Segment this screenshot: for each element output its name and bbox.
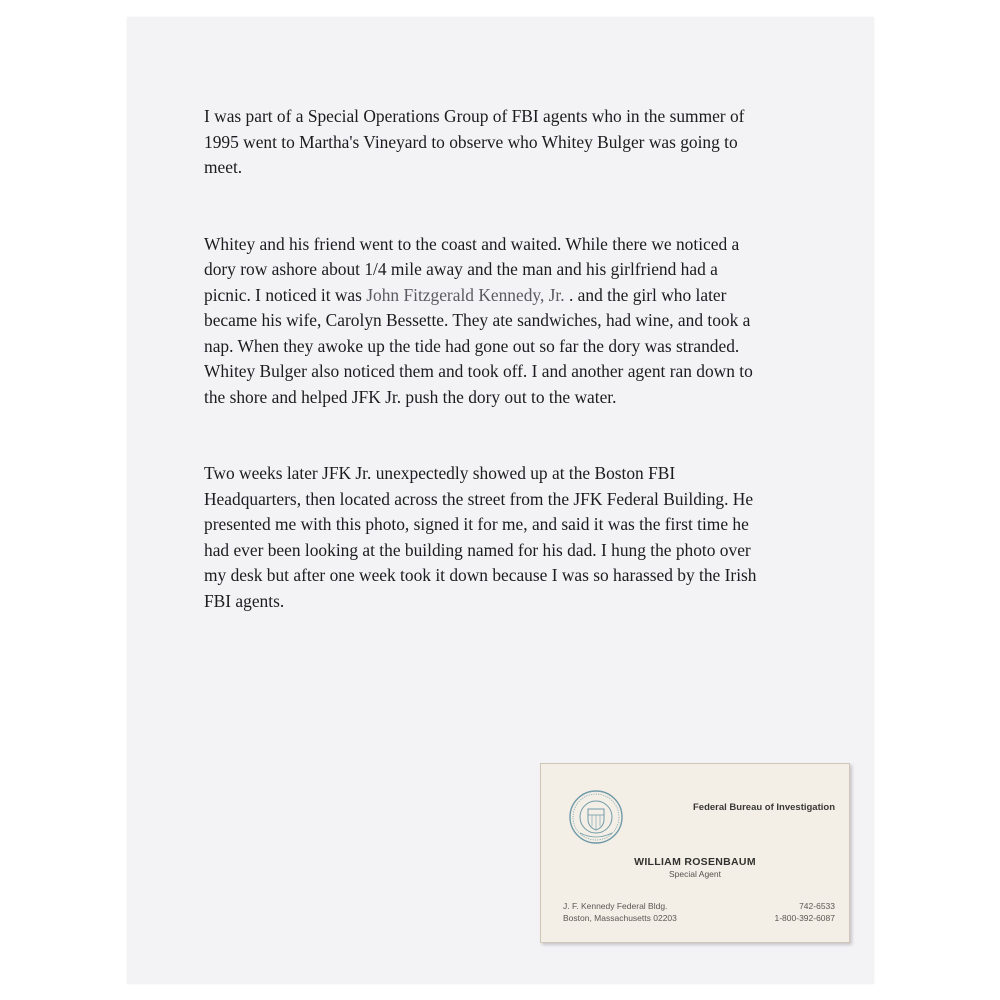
letter-page bbox=[127, 17, 874, 984]
card-agency: Federal Bureau of Investigation bbox=[693, 802, 835, 813]
card-name: WILLIAM ROSENBAUM bbox=[634, 856, 756, 868]
paragraph-2-part-a: Whitey and his friend went to the coast and waited. While there we noticed a dory row ashore about 1/4 mile away and the man and his girlfriend had a picnic. I noticed it was bbox=[204, 233, 740, 305]
paragraph-1: I was part of a Special Operations Group of FBI agents who in the summer of 1995 went to Martha's Vineyard to observe who Whitey Bulger was going to meet. bbox=[204, 106, 745, 177]
paragraph-2 bbox=[204, 232, 764, 411]
fbi-seal-icon bbox=[568, 789, 624, 845]
letter-body bbox=[204, 104, 764, 614]
business-card bbox=[540, 763, 850, 943]
paragraph-3: Two weeks later JFK Jr. unexpectedly showed up at the Boston FBI Headquarters, then located across the street from the JFK Federal Building. He presented me with this photo, signed it for me, and said it was the first time he had ever been looking at the building named for his dad. I hung the photo over my desk but after one week took it down because I was so harassed by the Irish FBI agents. bbox=[204, 463, 757, 611]
card-phone-1: 742-6533 bbox=[799, 901, 835, 911]
card-title: Special Agent bbox=[669, 869, 721, 879]
card-address bbox=[563, 900, 677, 924]
card-phone bbox=[775, 900, 836, 924]
card-address-line-1: J. F. Kennedy Federal Bldg. bbox=[563, 901, 668, 911]
card-phone-2: 1-800-392-6087 bbox=[774, 913, 835, 923]
paragraph-2-part-b: . and the girl who later became his wife, Carolyn Bessette. They ate sandwiches, had wine, and took a nap. When they awoke up the tide had gone out so far the dory was stranded. Whitey Bulger also noticed them and took off. I and another agent ran down to the shore and helped JFK Jr. push the dory out to the water. bbox=[204, 284, 753, 407]
card-address-line-2: Boston, Massachusetts 02203 bbox=[563, 913, 677, 923]
jfk-name: John Fitzgerald Kennedy, Jr. bbox=[366, 284, 565, 305]
